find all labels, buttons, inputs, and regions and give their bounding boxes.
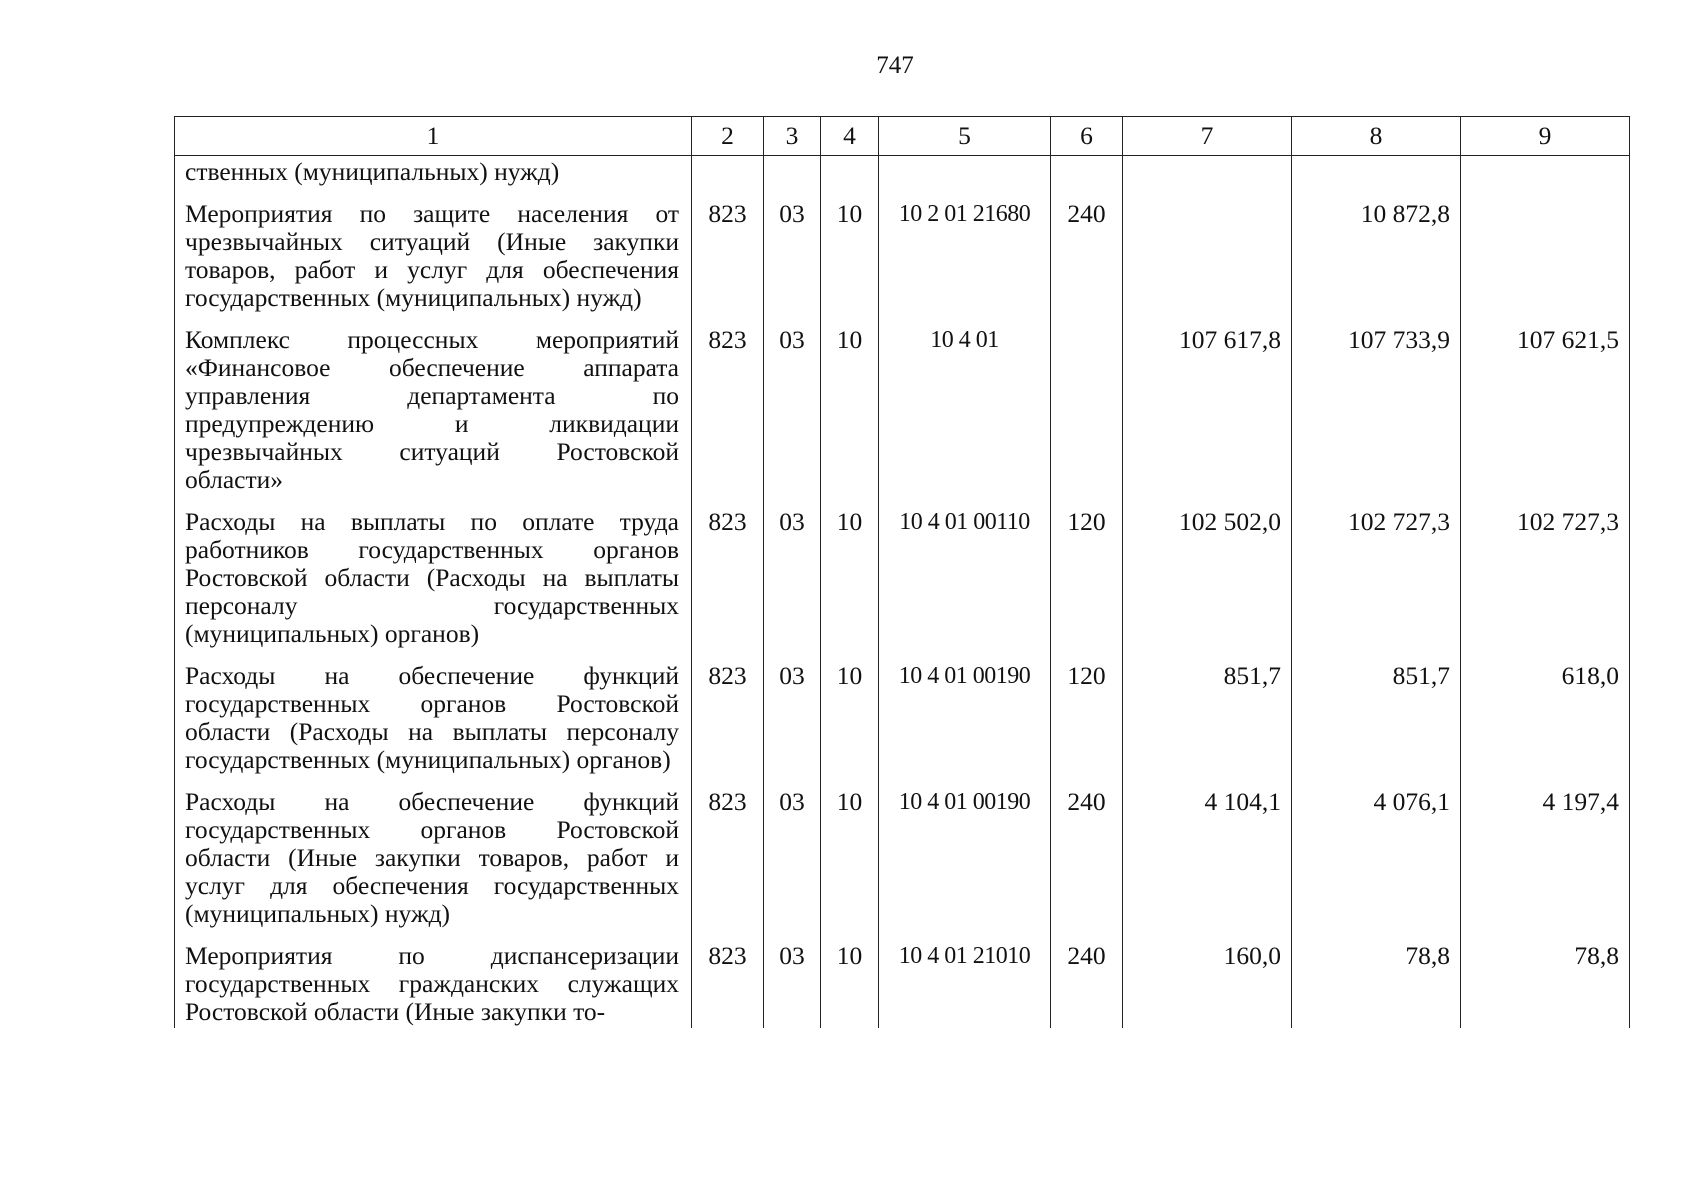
cell-section xyxy=(764,156,821,189)
cell-amount-2: 78,8 xyxy=(1292,930,1461,1028)
row-name: Мероприятия по диспансеризации государственных гражданских служащих Ростовской области (Иные закупки то- xyxy=(175,930,692,1028)
cell-ministry: 823 xyxy=(692,650,764,776)
header-row xyxy=(175,117,1630,156)
cell-subsection: 10 xyxy=(821,496,879,650)
column-header: 7 xyxy=(1123,117,1292,156)
column-header: 4 xyxy=(821,117,879,156)
cell-expense-type: 240 xyxy=(1051,930,1123,1028)
cell-amount-3 xyxy=(1461,188,1630,314)
row-name: Мероприятия по защите населения от чрезвычайных ситуаций (Иные закупки товаров, работ и услуг для обеспечения государственных (муниципальных) нужд) xyxy=(175,188,692,314)
cell-expense-type: 240 xyxy=(1051,188,1123,314)
cell-amount-3: 618,0 xyxy=(1461,650,1630,776)
cell-ministry: 823 xyxy=(692,930,764,1028)
cell-amount-3: 107 621,5 xyxy=(1461,314,1630,496)
table-row xyxy=(175,314,1630,496)
column-header: 1 xyxy=(175,117,692,156)
cell-section: 03 xyxy=(764,314,821,496)
table-row xyxy=(175,496,1630,650)
cell-amount-2: 107 733,9 xyxy=(1292,314,1461,496)
row-name: Расходы на обеспечение функций государственных органов Ростовской области (Иные закупки товаров, работ и услуг для обеспечения государственных (муниципальных) нужд) xyxy=(175,776,692,930)
cell-target-code: 10 4 01 00190 xyxy=(879,776,1051,930)
cell-target-code xyxy=(879,156,1051,189)
cell-target-code: 10 4 01 21010 xyxy=(879,930,1051,1028)
table-row xyxy=(175,776,1630,930)
cell-amount-1 xyxy=(1123,188,1292,314)
column-header: 6 xyxy=(1051,117,1123,156)
cell-subsection: 10 xyxy=(821,776,879,930)
cell-amount-2: 102 727,3 xyxy=(1292,496,1461,650)
cell-amount-3: 4 197,4 xyxy=(1461,776,1630,930)
cell-ministry: 823 xyxy=(692,496,764,650)
budget-table xyxy=(174,116,1630,1028)
cell-amount-1: 4 104,1 xyxy=(1123,776,1292,930)
column-header: 3 xyxy=(764,117,821,156)
cell-expense-type xyxy=(1051,156,1123,189)
cell-ministry: 823 xyxy=(692,776,764,930)
cell-subsection: 10 xyxy=(821,188,879,314)
cell-amount-1: 851,7 xyxy=(1123,650,1292,776)
cell-amount-2: 4 076,1 xyxy=(1292,776,1461,930)
cell-amount-2: 851,7 xyxy=(1292,650,1461,776)
cell-amount-1: 102 502,0 xyxy=(1123,496,1292,650)
cell-section: 03 xyxy=(764,650,821,776)
row-name: ственных (муниципальных) нужд) xyxy=(175,156,692,189)
cell-ministry: 823 xyxy=(692,314,764,496)
table-row xyxy=(175,188,1630,314)
cell-expense-type: 120 xyxy=(1051,496,1123,650)
cell-target-code: 10 4 01 00190 xyxy=(879,650,1051,776)
cell-target-code: 10 4 01 00110 xyxy=(879,496,1051,650)
cell-ministry xyxy=(692,156,764,189)
row-name: Комплекс процессных мероприятий «Финансовое обеспечение аппарата управления департамента по предупреждению и ликвидации чрезвычайных ситуаций Ростовской области» xyxy=(175,314,692,496)
column-header: 9 xyxy=(1461,117,1630,156)
cell-subsection: 10 xyxy=(821,930,879,1028)
cell-section: 03 xyxy=(764,930,821,1028)
cell-target-code: 10 2 01 21680 xyxy=(879,188,1051,314)
column-header: 2 xyxy=(692,117,764,156)
row-name: Расходы на выплаты по оплате труда работников государственных органов Ростовской области (Расходы на выплаты персоналу государственных (муниципальных) органов) xyxy=(175,496,692,650)
cell-amount-3: 102 727,3 xyxy=(1461,496,1630,650)
table-row xyxy=(175,156,1630,189)
cell-section: 03 xyxy=(764,496,821,650)
cell-section: 03 xyxy=(764,188,821,314)
cell-expense-type: 240 xyxy=(1051,776,1123,930)
cell-expense-type: 120 xyxy=(1051,650,1123,776)
table-row xyxy=(175,930,1630,1028)
cell-subsection: 10 xyxy=(821,650,879,776)
row-name: Расходы на обеспечение функций государственных органов Ростовской области (Расходы на выплаты персоналу государственных (муниципальных) органов) xyxy=(175,650,692,776)
cell-amount-3 xyxy=(1461,156,1630,189)
column-header: 5 xyxy=(879,117,1051,156)
cell-subsection xyxy=(821,156,879,189)
cell-amount-1: 107 617,8 xyxy=(1123,314,1292,496)
column-header: 8 xyxy=(1292,117,1461,156)
cell-subsection: 10 xyxy=(821,314,879,496)
cell-amount-2 xyxy=(1292,156,1461,189)
cell-amount-3: 78,8 xyxy=(1461,930,1630,1028)
cell-ministry: 823 xyxy=(692,188,764,314)
cell-amount-1 xyxy=(1123,156,1292,189)
table-row xyxy=(175,650,1630,776)
cell-target-code: 10 4 01 xyxy=(879,314,1051,496)
cell-amount-2: 10 872,8 xyxy=(1292,188,1461,314)
cell-amount-1: 160,0 xyxy=(1123,930,1292,1028)
cell-section: 03 xyxy=(764,776,821,930)
cell-expense-type xyxy=(1051,314,1123,496)
page-number: 747 xyxy=(876,52,914,79)
